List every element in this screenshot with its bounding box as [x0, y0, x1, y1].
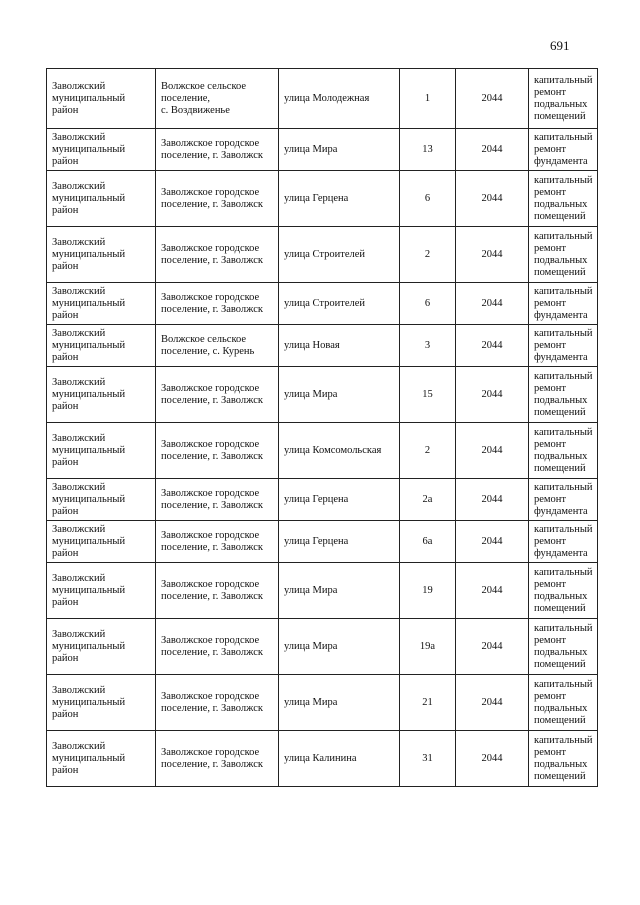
- district-cell: Заволжский муниципальный район: [47, 731, 156, 787]
- house-number-cell: 3: [400, 325, 456, 367]
- table-row: [47, 479, 598, 521]
- street-cell: улица Новая: [279, 325, 400, 367]
- street-cell: улица Мира: [279, 563, 400, 619]
- year-cell: 2044: [456, 563, 529, 619]
- settlement-cell: Заволжское городское поселение, г. Заволжск: [156, 283, 279, 325]
- work-type-cell: капитальный ремонт фундамента: [529, 325, 598, 367]
- work-type-cell: капитальный ремонт подвальных помещений: [529, 563, 598, 619]
- work-type-cell: капитальный ремонт подвальных помещений: [529, 171, 598, 227]
- district-cell: Заволжский муниципальный район: [47, 521, 156, 563]
- street-cell: улица Строителей: [279, 283, 400, 325]
- year-cell: 2044: [456, 325, 529, 367]
- year-cell: 2044: [456, 731, 529, 787]
- house-number-cell: 31: [400, 731, 456, 787]
- district-cell: Заволжский муниципальный район: [47, 367, 156, 423]
- street-cell: улица Герцена: [279, 171, 400, 227]
- year-cell: 2044: [456, 283, 529, 325]
- table-row: [47, 69, 598, 129]
- street-cell: улица Герцена: [279, 479, 400, 521]
- street-cell: улица Строителей: [279, 227, 400, 283]
- settlement-cell: Заволжское городское поселение, г. Заволжск: [156, 675, 279, 731]
- settlement-cell: Заволжское городское поселение, г. Заволжск: [156, 227, 279, 283]
- year-cell: 2044: [456, 479, 529, 521]
- work-type-cell: капитальный ремонт подвальных помещений: [529, 367, 598, 423]
- district-cell: Заволжский муниципальный район: [47, 675, 156, 731]
- street-cell: улица Молодежная: [279, 69, 400, 129]
- table-row: [47, 563, 598, 619]
- street-cell: улица Комсомольская: [279, 423, 400, 479]
- street-cell: улица Мира: [279, 619, 400, 675]
- year-cell: 2044: [456, 227, 529, 283]
- year-cell: 2044: [456, 171, 529, 227]
- table-row: [47, 129, 598, 171]
- work-type-cell: капитальный ремонт подвальных помещений: [529, 227, 598, 283]
- table-row: [47, 227, 598, 283]
- settlement-cell: Заволжское городское поселение, г. Заволжск: [156, 171, 279, 227]
- year-cell: 2044: [456, 423, 529, 479]
- house-number-cell: 19а: [400, 619, 456, 675]
- district-cell: Заволжский муниципальный район: [47, 171, 156, 227]
- district-cell: Заволжский муниципальный район: [47, 283, 156, 325]
- street-cell: улица Мира: [279, 675, 400, 731]
- registry-table-body: [47, 69, 598, 787]
- house-number-cell: 13: [400, 129, 456, 171]
- table-row: [47, 675, 598, 731]
- street-cell: улица Герцена: [279, 521, 400, 563]
- settlement-cell: Волжское сельское поселение, с. Воздвиженье: [156, 69, 279, 129]
- settlement-cell: Заволжское городское поселение, г. Заволжск: [156, 129, 279, 171]
- settlement-cell: Заволжское городское поселение, г. Заволжск: [156, 423, 279, 479]
- district-cell: Заволжский муниципальный район: [47, 325, 156, 367]
- work-type-cell: капитальный ремонт подвальных помещений: [529, 69, 598, 129]
- house-number-cell: 2: [400, 423, 456, 479]
- table-row: [47, 731, 598, 787]
- house-number-cell: 19: [400, 563, 456, 619]
- district-cell: Заволжский муниципальный район: [47, 69, 156, 129]
- year-cell: 2044: [456, 69, 529, 129]
- settlement-cell: Заволжское городское поселение, г. Заволжск: [156, 731, 279, 787]
- work-type-cell: капитальный ремонт фундамента: [529, 283, 598, 325]
- district-cell: Заволжский муниципальный район: [47, 479, 156, 521]
- year-cell: 2044: [456, 675, 529, 731]
- work-type-cell: капитальный ремонт подвальных помещений: [529, 423, 598, 479]
- street-cell: улица Мира: [279, 129, 400, 171]
- table-row: [47, 619, 598, 675]
- year-cell: 2044: [456, 521, 529, 563]
- table-row: [47, 521, 598, 563]
- house-number-cell: 2: [400, 227, 456, 283]
- house-number-cell: 15: [400, 367, 456, 423]
- district-cell: Заволжский муниципальный район: [47, 619, 156, 675]
- table-row: [47, 171, 598, 227]
- district-cell: Заволжский муниципальный район: [47, 423, 156, 479]
- house-number-cell: 21: [400, 675, 456, 731]
- district-cell: Заволжский муниципальный район: [47, 227, 156, 283]
- house-number-cell: 6а: [400, 521, 456, 563]
- settlement-cell: Заволжское городское поселение, г. Заволжск: [156, 367, 279, 423]
- work-type-cell: капитальный ремонт подвальных помещений: [529, 731, 598, 787]
- settlement-cell: Заволжское городское поселение, г. Заволжск: [156, 619, 279, 675]
- house-number-cell: 2а: [400, 479, 456, 521]
- house-number-cell: 6: [400, 283, 456, 325]
- work-type-cell: капитальный ремонт подвальных помещений: [529, 619, 598, 675]
- page-number: 691: [550, 38, 570, 53]
- house-number-cell: 1: [400, 69, 456, 129]
- district-cell: Заволжский муниципальный район: [47, 563, 156, 619]
- street-cell: улица Калинина: [279, 731, 400, 787]
- district-cell: Заволжский муниципальный район: [47, 129, 156, 171]
- work-type-cell: капитальный ремонт подвальных помещений: [529, 675, 598, 731]
- settlement-cell: Заволжское городское поселение, г. Заволжск: [156, 479, 279, 521]
- house-number-cell: 6: [400, 171, 456, 227]
- table-row: [47, 325, 598, 367]
- year-cell: 2044: [456, 619, 529, 675]
- settlement-cell: Заволжское городское поселение, г. Заволжск: [156, 563, 279, 619]
- work-type-cell: капитальный ремонт фундамента: [529, 521, 598, 563]
- year-cell: 2044: [456, 129, 529, 171]
- table-row: [47, 423, 598, 479]
- table-row: [47, 283, 598, 325]
- work-type-cell: капитальный ремонт фундамента: [529, 129, 598, 171]
- settlement-cell: Заволжское городское поселение, г. Заволжск: [156, 521, 279, 563]
- work-type-cell: капитальный ремонт фундамента: [529, 479, 598, 521]
- table-row: [47, 367, 598, 423]
- year-cell: 2044: [456, 367, 529, 423]
- settlement-cell: Волжское сельское поселение, с. Курень: [156, 325, 279, 367]
- registry-table: [46, 68, 598, 787]
- street-cell: улица Мира: [279, 367, 400, 423]
